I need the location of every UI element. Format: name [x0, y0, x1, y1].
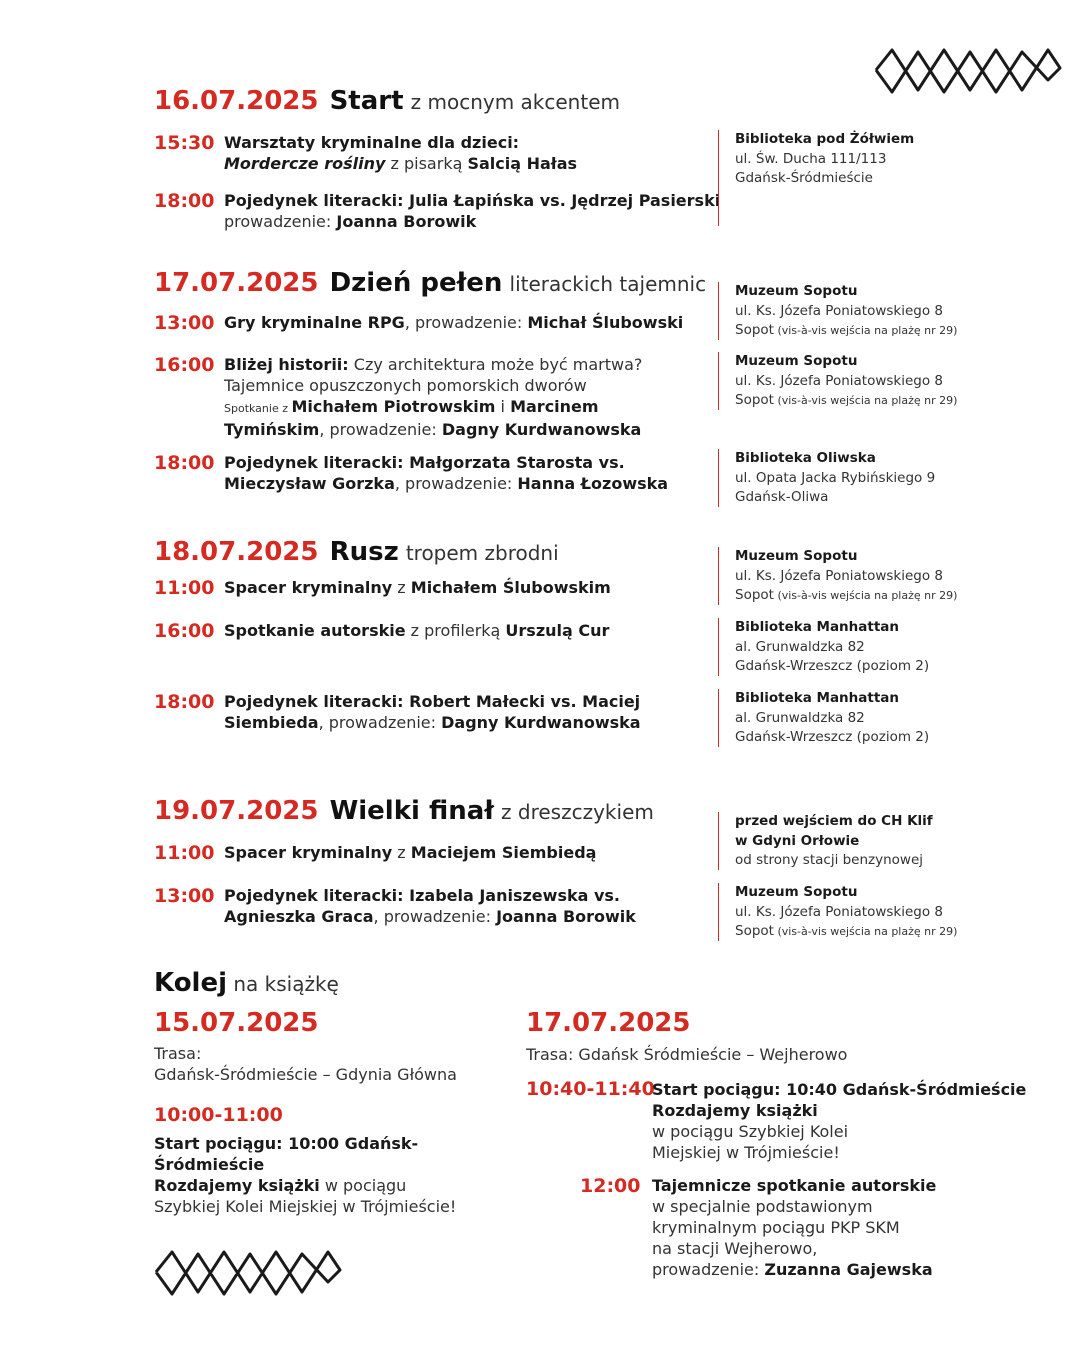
event-time: 11:00: [154, 842, 215, 864]
day-subtitle: z mocnym akcentem: [410, 90, 620, 114]
kolej-route-right: Trasa: Gdańsk Śródmieście – Wejherowo: [526, 1045, 848, 1064]
event-description: Spotkanie autorskie z profilerką Urszulą Cur: [224, 621, 610, 640]
section-title-kolej: Kolej na książkę: [154, 968, 339, 998]
kolej-time-right-1: 10:40-11:40: [526, 1078, 655, 1100]
day-heading-3: [154, 537, 559, 567]
day-subtitle: tropem zbrodni: [405, 541, 559, 565]
venue-info: Muzeum Sopotu ul. Ks. Józefa Poniatowskiego 8 Sopot (vis-à-vis wejścia na plażę nr 29): [718, 547, 957, 605]
event-time: 18:00: [154, 691, 215, 713]
event-description: Spacer kryminalny z Michałem Ślubowskim: [224, 578, 611, 597]
venue-info: Muzeum Sopotu ul. Ks. Józefa Poniatowskiego 8 Sopot (vis-à-vis wejścia na plażę nr 29): [718, 352, 957, 410]
venue-info: Muzeum Sopotu ul. Ks. Józefa Poniatowskiego 8 Sopot (vis-à-vis wejścia na plażę nr 29): [718, 282, 957, 340]
kolej-date-right: 17.07.2025: [526, 1008, 691, 1038]
zigzag-logo-bottom: [152, 1246, 344, 1298]
day-title: Dzień pełen: [329, 268, 503, 298]
event-time: 18:00: [154, 190, 215, 212]
event-time: 16:00: [154, 354, 215, 376]
event-time: 16:00: [154, 620, 215, 642]
day-date: 16.07.2025: [154, 86, 319, 116]
event-description: Pojedynek literacki: Julia Łapińska vs. Jędrzej Pasierski prowadzenie: Joanna Borowik: [224, 191, 721, 231]
event-description: Bliżej historii: Czy architektura może być martwa? Tajemnice opuszczonych pomorskich dworów Spotkanie z Michałem Piotrowskim i Marcinem Tymińskim, prowadzenie: Dagny Kurdwanowska: [224, 355, 643, 439]
venue-info: Muzeum Sopotu ul. Ks. Józefa Poniatowskiego 8 Sopot (vis-à-vis wejścia na plażę nr 29): [718, 883, 957, 941]
kolej-route-left: Trasa: Gdańsk-Śródmieście – Gdynia Główna: [154, 1044, 457, 1084]
day-heading-1: [154, 86, 620, 116]
zigzag-logo-top: [872, 44, 1064, 96]
event-description: Pojedynek literacki: Małgorzata Starosta vs. Mieczysław Gorzka, prowadzenie: Hanna Łozowska: [224, 453, 669, 493]
venue-info: Biblioteka Oliwska ul. Opata Jacka Rybińskiego 9 Gdańsk-Oliwa: [718, 449, 935, 507]
day-heading-4: [154, 796, 654, 826]
event-time: 18:00: [154, 452, 215, 474]
kolej-desc-left: Start pociągu: 10:00 Gdańsk-Śródmieście Rozdajemy książki w pociągu Szybkiej Kolei Miejskiej w Trójmieście!: [154, 1134, 457, 1216]
event-description: Gry kryminalne RPG, prowadzenie: Michał Ślubowski: [224, 313, 684, 332]
day-title: Rusz: [329, 537, 399, 567]
day-date: 17.07.2025: [154, 268, 319, 298]
kolej-desc-right-1: Start pociągu: 10:40 Gdańsk-Śródmieście Rozdajemy książki w pociągu Szybkiej Kolei Miejskiej w Trójmieście!: [652, 1080, 1027, 1162]
venue-info: przed wejściem do CH Klif w Gdyni Orłowie od strony stacji benzynowej: [718, 812, 933, 870]
day-title: Wielki finał: [329, 796, 494, 826]
day-date: 19.07.2025: [154, 796, 319, 826]
event-time: 11:00: [154, 577, 215, 599]
kolej-time-left: 10:00-11:00: [154, 1104, 283, 1126]
event-description: Spacer kryminalny z Maciejem Siembiedą: [224, 843, 597, 862]
kolej-date-left: 15.07.2025: [154, 1008, 319, 1038]
venue-info: Biblioteka pod Żółwiem ul. Św. Ducha 111/113 Gdańsk-Śródmieście: [718, 130, 914, 226]
event-description: Pojedynek literacki: Robert Małecki vs. Maciej Siembieda, prowadzenie: Dagny Kurdwanowska: [224, 692, 641, 732]
day-heading-2: [154, 268, 706, 298]
kolej-desc-right-2: Tajemnicze spotkanie autorskie w specjalnie podstawionym kryminalnym pociągu PKP SKM na stacji Wejherowo, prowadzenie: Zuzanna Gajewska: [652, 1176, 937, 1279]
event-time: 15:30: [154, 132, 215, 154]
venue-info: Biblioteka Manhattan al. Grunwaldzka 82 Gdańsk-Wrzeszcz (poziom 2): [718, 618, 929, 676]
event-time: 13:00: [154, 885, 215, 907]
day-subtitle: literackich tajemnic: [509, 272, 707, 296]
event-time: 13:00: [154, 312, 215, 334]
day-title: Start: [329, 86, 404, 116]
kolej-time-right-2: 12:00: [580, 1175, 641, 1197]
event-description: Warsztaty kryminalne dla dzieci: Mordercze rośliny z pisarką Salcią Hałas: [224, 133, 578, 173]
day-date: 18.07.2025: [154, 537, 319, 567]
event-description: Pojedynek literacki: Izabela Janiszewska vs. Agnieszka Graca, prowadzenie: Joanna Borowik: [224, 886, 636, 926]
venue-info: Biblioteka Manhattan al. Grunwaldzka 82 Gdańsk-Wrzeszcz (poziom 2): [718, 689, 929, 747]
day-subtitle: z dreszczykiem: [501, 800, 654, 824]
